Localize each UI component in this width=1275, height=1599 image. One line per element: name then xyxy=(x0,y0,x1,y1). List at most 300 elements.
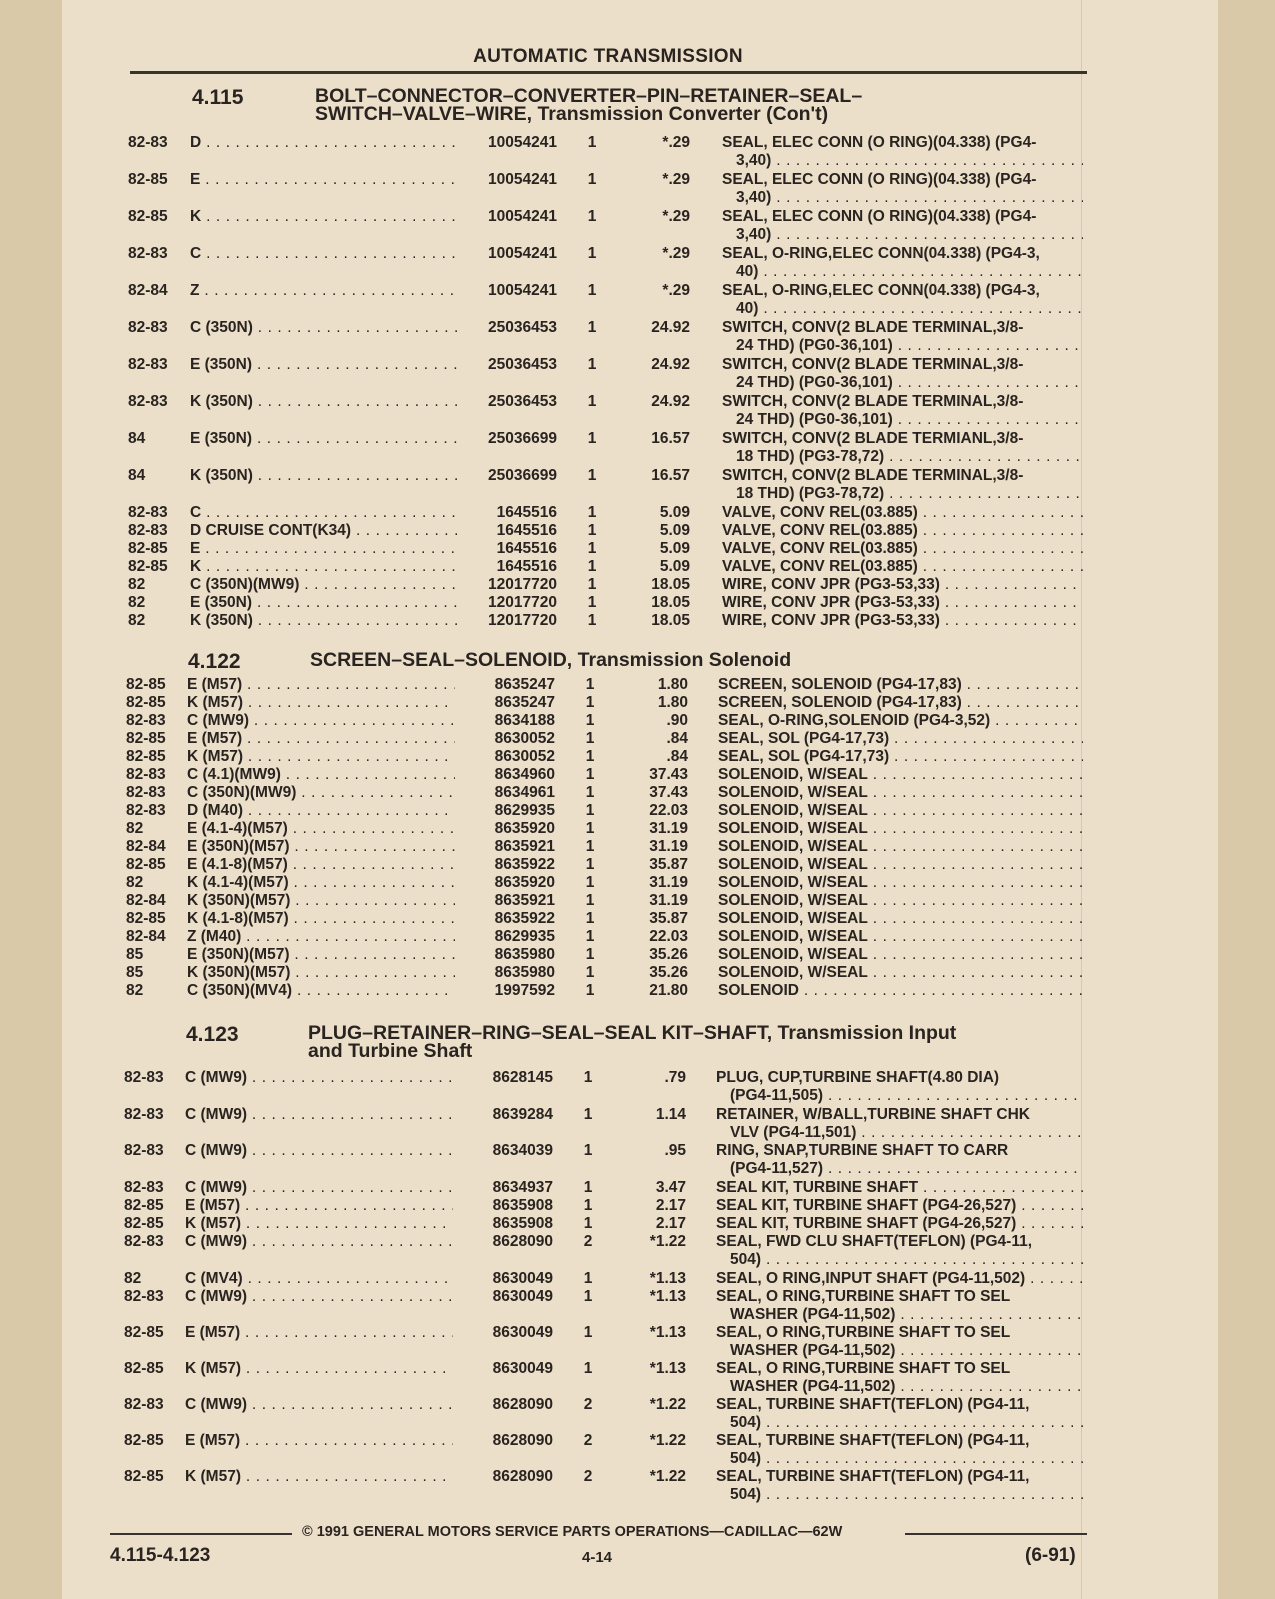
price: 3.47 xyxy=(655,1179,686,1196)
section-title-line2: and Turbine Shaft xyxy=(308,1040,473,1062)
price: 18.05 xyxy=(651,576,690,593)
part-number: 25036699 xyxy=(488,430,557,447)
model-code xyxy=(190,171,457,189)
model-years: 82-83 xyxy=(126,784,166,801)
quantity: 1 xyxy=(587,540,597,557)
description xyxy=(716,1197,1083,1215)
description xyxy=(718,730,1083,748)
model-code-text: D xyxy=(190,134,202,151)
model-code xyxy=(190,467,457,485)
quantity: 1 xyxy=(587,558,597,575)
model-years: 82-83 xyxy=(128,134,168,151)
price: 37.43 xyxy=(649,766,688,783)
part-number: 10054241 xyxy=(488,208,557,225)
description xyxy=(716,1396,1083,1432)
description-line2 xyxy=(722,226,1083,244)
description xyxy=(716,1142,1083,1178)
running-head: AUTOMATIC TRANSMISSION xyxy=(473,46,743,67)
part-number: 12017720 xyxy=(488,594,557,611)
price: *.29 xyxy=(662,134,690,151)
section-title-line2: SWITCH–VALVE–WIRE, Transmission Converter (Con't) xyxy=(315,103,829,125)
description-line1 xyxy=(716,1432,1083,1450)
description-text: RING, SNAP,TURBINE SHAFT TO CARR xyxy=(716,1142,1009,1159)
model-code-text: D CRUISE CONT(K34) xyxy=(190,522,352,539)
part-number: 1645516 xyxy=(496,504,557,521)
section-number: 4.122 xyxy=(188,650,241,673)
description-text: SOLENOID, W/SEAL xyxy=(718,838,868,855)
description xyxy=(722,540,1083,558)
part-number: 8635908 xyxy=(492,1215,553,1232)
model-years: 82-83 xyxy=(124,1396,164,1413)
description-text: SEAL, SOL (PG4-17,73) xyxy=(718,748,890,765)
quantity: 1 xyxy=(587,319,597,336)
quantity: 1 xyxy=(583,1069,593,1086)
description xyxy=(722,134,1083,170)
description-line1 xyxy=(718,712,1083,730)
description xyxy=(718,910,1083,928)
price: *1.22 xyxy=(649,1396,686,1413)
model-years: 82-83 xyxy=(126,802,166,819)
quantity: 1 xyxy=(587,594,597,611)
model-code-text: C xyxy=(190,245,202,262)
quantity: 1 xyxy=(587,612,597,629)
quantity: 1 xyxy=(587,134,597,151)
model-code-text: E xyxy=(190,540,201,557)
model-years: 82 xyxy=(126,820,144,837)
description xyxy=(716,1360,1083,1396)
description-line1 xyxy=(718,730,1083,748)
description xyxy=(716,1468,1083,1504)
quantity: 1 xyxy=(585,694,595,711)
description-line1 xyxy=(722,576,1083,594)
part-number: 8628090 xyxy=(492,1396,553,1413)
description xyxy=(722,467,1083,503)
model-code-text: K (350N)(M57) xyxy=(187,964,291,981)
part-number: 8635921 xyxy=(494,892,555,909)
part-number: 25036453 xyxy=(488,356,557,373)
description-text: SEAL, ELEC CONN (O RING)(04.338) (PG4- xyxy=(722,134,1037,151)
description-text-continued: (PG4-11,505) xyxy=(730,1087,824,1104)
description-line2 xyxy=(722,448,1083,466)
model-years: 82-83 xyxy=(128,319,168,336)
quantity: 1 xyxy=(587,430,597,447)
price: *1.13 xyxy=(649,1324,686,1341)
description-text: SEAL, ELEC CONN (O RING)(04.338) (PG4- xyxy=(722,208,1037,225)
price: 35.26 xyxy=(649,946,688,963)
model-code-text: E (350N) xyxy=(190,430,253,447)
model-years: 82 xyxy=(128,594,146,611)
description-text-continued: 24 THD) (PG0-36,101) xyxy=(736,411,893,428)
description-text: SEAL, SOL (PG4-17,73) xyxy=(718,730,890,747)
description xyxy=(718,874,1083,892)
section-title: SCREEN–SEAL–SOLENOID, Transmission Solenoid xyxy=(310,649,792,671)
description-line1 xyxy=(722,558,1083,576)
description xyxy=(718,982,1083,1000)
model-code-text: E (350N)(M57) xyxy=(187,946,290,963)
description xyxy=(718,694,1083,712)
price: 31.19 xyxy=(649,874,688,891)
part-number: 8639284 xyxy=(492,1106,553,1123)
model-code-text: K (4.1-4)(M57) xyxy=(187,874,289,891)
quantity: 2 xyxy=(583,1468,593,1485)
model-code xyxy=(187,982,455,1000)
description xyxy=(716,1270,1083,1288)
model-code xyxy=(190,134,457,152)
description-text-continued: 18 THD) (PG3-78,72) xyxy=(736,448,885,465)
part-number: 8634961 xyxy=(494,784,555,801)
quantity: 1 xyxy=(587,576,597,593)
description xyxy=(718,802,1083,820)
description-text-continued: 3,40) xyxy=(736,226,772,243)
quantity: 1 xyxy=(583,1106,593,1123)
model-code xyxy=(190,594,457,612)
description-text: SEAL, O RING,TURBINE SHAFT TO SEL xyxy=(716,1360,1011,1377)
model-code xyxy=(185,1360,453,1378)
description-line2 xyxy=(716,1160,1083,1178)
quantity: 1 xyxy=(587,467,597,484)
quantity: 1 xyxy=(585,730,595,747)
model-code xyxy=(185,1324,453,1342)
price: 22.03 xyxy=(649,802,688,819)
description-line1 xyxy=(722,319,1083,337)
description-line1 xyxy=(716,1360,1083,1378)
description-line1 xyxy=(722,208,1083,226)
description xyxy=(716,1215,1083,1233)
description xyxy=(722,612,1083,630)
description-text: SEAL, TURBINE SHAFT(TEFLON) (PG4-11, xyxy=(716,1396,1030,1413)
price: 22.03 xyxy=(649,928,688,945)
part-number: 10054241 xyxy=(488,134,557,151)
description-line2 xyxy=(716,1251,1083,1269)
model-code xyxy=(187,676,455,694)
description-line1 xyxy=(722,356,1083,374)
description xyxy=(716,1069,1083,1105)
description xyxy=(722,282,1083,318)
model-code-text: E (M57) xyxy=(187,676,243,693)
price: 31.19 xyxy=(649,820,688,837)
model-code-text: C (MV4) xyxy=(185,1270,243,1287)
description-text-continued: 3,40) xyxy=(736,152,772,169)
part-number: 8634960 xyxy=(494,766,555,783)
quantity: 1 xyxy=(585,946,595,963)
description xyxy=(718,748,1083,766)
price: .79 xyxy=(664,1069,686,1086)
description-line1 xyxy=(718,910,1083,928)
price: 24.92 xyxy=(651,393,690,410)
description-line2 xyxy=(722,374,1083,392)
description-line1 xyxy=(716,1288,1083,1306)
model-years: 82-85 xyxy=(126,676,166,693)
quantity: 1 xyxy=(587,522,597,539)
model-code xyxy=(185,1197,453,1215)
model-years: 85 xyxy=(126,964,144,981)
description xyxy=(716,1288,1083,1324)
model-code xyxy=(187,820,455,838)
model-code xyxy=(187,910,455,928)
model-code xyxy=(190,504,457,522)
footer-page-number: 4-14 xyxy=(582,1549,613,1566)
description-text-continued: (PG4-11,527) xyxy=(730,1160,824,1177)
quantity: 1 xyxy=(585,964,595,981)
model-code xyxy=(187,838,455,856)
description xyxy=(718,712,1083,730)
model-code xyxy=(187,946,455,964)
description-line1 xyxy=(716,1069,1083,1087)
description-line2 xyxy=(722,337,1083,355)
description-text: SOLENOID, W/SEAL xyxy=(718,928,868,945)
model-code xyxy=(187,964,455,982)
model-code xyxy=(185,1215,453,1233)
model-code xyxy=(190,393,457,411)
model-years: 84 xyxy=(128,467,146,484)
description-line1 xyxy=(716,1396,1083,1414)
price: *1.13 xyxy=(649,1288,686,1305)
quantity: 2 xyxy=(583,1432,593,1449)
model-code xyxy=(187,874,455,892)
model-code xyxy=(187,802,455,820)
price: *.29 xyxy=(662,208,690,225)
quantity: 2 xyxy=(583,1396,593,1413)
quantity: 1 xyxy=(585,676,595,693)
model-code xyxy=(187,856,455,874)
description-line1 xyxy=(722,594,1083,612)
part-number: 8628090 xyxy=(492,1468,553,1485)
price: 5.09 xyxy=(659,558,690,575)
description-text: VALVE, CONV REL(03.885) xyxy=(722,540,918,557)
quantity: 1 xyxy=(585,784,595,801)
description-text-continued: 3,40) xyxy=(736,189,772,206)
model-code-text: C (350N)(MV4) xyxy=(187,982,293,999)
model-code-text: C (MW9) xyxy=(185,1396,247,1413)
description-line1 xyxy=(722,522,1083,540)
description xyxy=(718,856,1083,874)
description-line1 xyxy=(718,946,1083,964)
model-code xyxy=(190,540,457,558)
description-line1 xyxy=(722,430,1083,448)
part-number: 8630049 xyxy=(492,1324,553,1341)
part-number: 10054241 xyxy=(488,171,557,188)
model-code-text: K (350N) xyxy=(190,393,253,410)
model-years: 82-83 xyxy=(128,245,168,262)
quantity: 1 xyxy=(585,820,595,837)
model-years: 82-84 xyxy=(126,838,166,855)
model-code-text: C (MW9) xyxy=(185,1179,247,1196)
part-number: 25036453 xyxy=(488,393,557,410)
quantity: 1 xyxy=(587,171,597,188)
description-line1 xyxy=(718,892,1083,910)
description-line2 xyxy=(722,152,1083,170)
quantity: 1 xyxy=(583,1270,593,1287)
description-line1 xyxy=(718,982,1083,1000)
model-years: 82 xyxy=(128,576,146,593)
price: .90 xyxy=(666,712,688,729)
description-line1 xyxy=(718,838,1083,856)
model-years: 82-84 xyxy=(128,282,168,299)
model-code-text: E (M57) xyxy=(185,1324,241,1341)
description xyxy=(718,964,1083,982)
part-number: 8635247 xyxy=(494,676,555,693)
part-number: 8635980 xyxy=(494,964,555,981)
model-years: 82-83 xyxy=(128,504,168,521)
model-years: 84 xyxy=(128,430,146,447)
description-line2 xyxy=(716,1378,1083,1396)
price: 24.92 xyxy=(651,356,690,373)
model-code-text: E (350N) xyxy=(190,356,253,373)
price: 21.80 xyxy=(649,982,688,999)
description-text: SCREEN, SOLENOID (PG4-17,83) xyxy=(718,694,962,711)
description-line1 xyxy=(716,1106,1083,1124)
part-number: 1645516 xyxy=(496,558,557,575)
model-code xyxy=(185,1468,453,1486)
description xyxy=(716,1233,1083,1269)
model-code-text: E (M57) xyxy=(185,1197,241,1214)
part-number: 8629935 xyxy=(494,928,555,945)
description-line1 xyxy=(716,1197,1083,1215)
description-text-continued: 504) xyxy=(730,1414,762,1431)
model-code-text: C (350N) xyxy=(190,319,253,336)
description-text: SOLENOID, W/SEAL xyxy=(718,892,868,909)
quantity: 1 xyxy=(587,208,597,225)
model-years: 82-83 xyxy=(124,1106,164,1123)
model-code-text: E (4.1-4)(M57) xyxy=(187,820,288,837)
model-code xyxy=(190,282,457,300)
description-line1 xyxy=(722,612,1083,630)
description-text: SEAL, TURBINE SHAFT(TEFLON) (PG4-11, xyxy=(716,1468,1030,1485)
model-code-text: K (M57) xyxy=(187,694,243,711)
quantity: 1 xyxy=(587,356,597,373)
model-code-text: K (M57) xyxy=(187,748,243,765)
model-years: 82 xyxy=(126,982,144,999)
description xyxy=(716,1106,1083,1142)
description-text-continued: WASHER (PG4-11,502) xyxy=(730,1306,896,1323)
model-code-text: Z (M40) xyxy=(187,928,242,945)
description-line1 xyxy=(718,766,1083,784)
part-number: 8630049 xyxy=(492,1288,553,1305)
description xyxy=(716,1179,1083,1197)
description-text: SEAL, O RING,INPUT SHAFT (PG4-11,502) xyxy=(716,1270,1026,1287)
price: 5.09 xyxy=(659,540,690,557)
section-title: BOLT–CONNECTOR–CONVERTER–PIN–RETAINER–SEAL– xyxy=(315,85,863,107)
description-text: SWITCH, CONV(2 BLADE TERMINAL,3/8- xyxy=(722,393,1024,410)
quantity: 1 xyxy=(583,1142,593,1159)
price: *1.13 xyxy=(649,1270,686,1287)
price: *1.22 xyxy=(649,1432,686,1449)
model-years: 82-83 xyxy=(126,766,166,783)
description-text: SEAL KIT, TURBINE SHAFT xyxy=(716,1179,919,1196)
model-code xyxy=(187,784,455,802)
description-text: VALVE, CONV REL(03.885) xyxy=(722,558,918,575)
model-code-text: C (MW9) xyxy=(185,1069,247,1086)
description xyxy=(722,576,1083,594)
section-number: 4.115 xyxy=(192,86,244,109)
quantity: 1 xyxy=(583,1360,593,1377)
quantity: 1 xyxy=(585,928,595,945)
description xyxy=(722,430,1083,466)
description-line1 xyxy=(716,1179,1083,1197)
part-number: 8630052 xyxy=(494,748,555,765)
model-years: 82-85 xyxy=(128,540,168,557)
footer-copyright: © 1991 GENERAL MOTORS SERVICE PARTS OPERATIONS—CADILLAC—62W xyxy=(302,1524,843,1540)
description-text: SEAL, O-RING,SOLENOID (PG4-3,52) xyxy=(718,712,991,729)
part-number: 8635922 xyxy=(494,910,555,927)
price: 35.26 xyxy=(649,964,688,981)
description-line2 xyxy=(722,189,1083,207)
model-code-text: C xyxy=(190,504,202,521)
model-code xyxy=(187,766,455,784)
description-line1 xyxy=(716,1142,1083,1160)
model-code-text: C (MW9) xyxy=(185,1106,247,1123)
price: 5.09 xyxy=(659,522,690,539)
description-line1 xyxy=(722,540,1083,558)
description-text: VALVE, CONV REL(03.885) xyxy=(722,504,918,521)
description xyxy=(722,504,1083,522)
description-text: SEAL, O RING,TURBINE SHAFT TO SEL xyxy=(716,1324,1011,1341)
description-text: SWITCH, CONV(2 BLADE TERMINAL,3/8- xyxy=(722,467,1024,484)
model-code xyxy=(190,558,457,576)
description-text-continued: 504) xyxy=(730,1450,762,1467)
part-number: 8635920 xyxy=(494,820,555,837)
price: 24.92 xyxy=(651,319,690,336)
description-text-continued: 18 THD) (PG3-78,72) xyxy=(736,485,885,502)
part-number: 25036453 xyxy=(488,319,557,336)
model-code xyxy=(185,1432,453,1450)
part-number: 8634188 xyxy=(494,712,555,729)
price: 2.17 xyxy=(655,1215,686,1232)
model-code-text: K (M57) xyxy=(185,1360,241,1377)
model-years: 82-83 xyxy=(124,1142,164,1159)
description-text: SOLENOID, W/SEAL xyxy=(718,766,868,783)
quantity: 1 xyxy=(587,245,597,262)
model-code xyxy=(187,928,455,946)
description-line2 xyxy=(716,1087,1083,1105)
description xyxy=(722,171,1083,207)
quantity: 1 xyxy=(585,766,595,783)
description-text: WIRE, CONV JPR (PG3-53,33) xyxy=(722,612,940,629)
part-number: 8635980 xyxy=(494,946,555,963)
model-code xyxy=(185,1270,453,1288)
model-code-text: C (MW9) xyxy=(185,1288,247,1305)
model-code xyxy=(190,576,457,594)
description-text: SEAL, FWD CLU SHAFT(TEFLON) (PG4-11, xyxy=(716,1233,1033,1250)
model-years: 82-85 xyxy=(126,910,166,927)
description-text: SEAL, ELEC CONN (O RING)(04.338) (PG4- xyxy=(722,171,1037,188)
model-code-text: E (M57) xyxy=(187,730,243,747)
description xyxy=(722,594,1083,612)
model-years: 82-85 xyxy=(124,1432,164,1449)
price: 1.80 xyxy=(657,676,688,693)
part-number: 12017720 xyxy=(488,612,557,629)
description-text: WIRE, CONV JPR (PG3-53,33) xyxy=(722,594,940,611)
part-number: 8635921 xyxy=(494,838,555,855)
quantity: 1 xyxy=(585,874,595,891)
quantity: 1 xyxy=(585,838,595,855)
part-number: 10054241 xyxy=(488,245,557,262)
price: .84 xyxy=(666,730,688,747)
description-text: SEAL KIT, TURBINE SHAFT (PG4-26,527) xyxy=(716,1197,1017,1214)
model-years: 82-85 xyxy=(124,1360,164,1377)
description-text: SWITCH, CONV(2 BLADE TERMINAL,3/8- xyxy=(722,356,1024,373)
price: 1.80 xyxy=(657,694,688,711)
description-line1 xyxy=(722,282,1083,300)
quantity: 1 xyxy=(583,1324,593,1341)
model-code xyxy=(190,245,457,263)
model-years: 82-83 xyxy=(126,712,166,729)
description-text: SEAL, O RING,TURBINE SHAFT TO SEL xyxy=(716,1288,1011,1305)
model-years: 82-85 xyxy=(128,558,168,575)
part-number: 8634039 xyxy=(492,1142,553,1159)
description-line1 xyxy=(718,694,1083,712)
description-line1 xyxy=(722,393,1083,411)
